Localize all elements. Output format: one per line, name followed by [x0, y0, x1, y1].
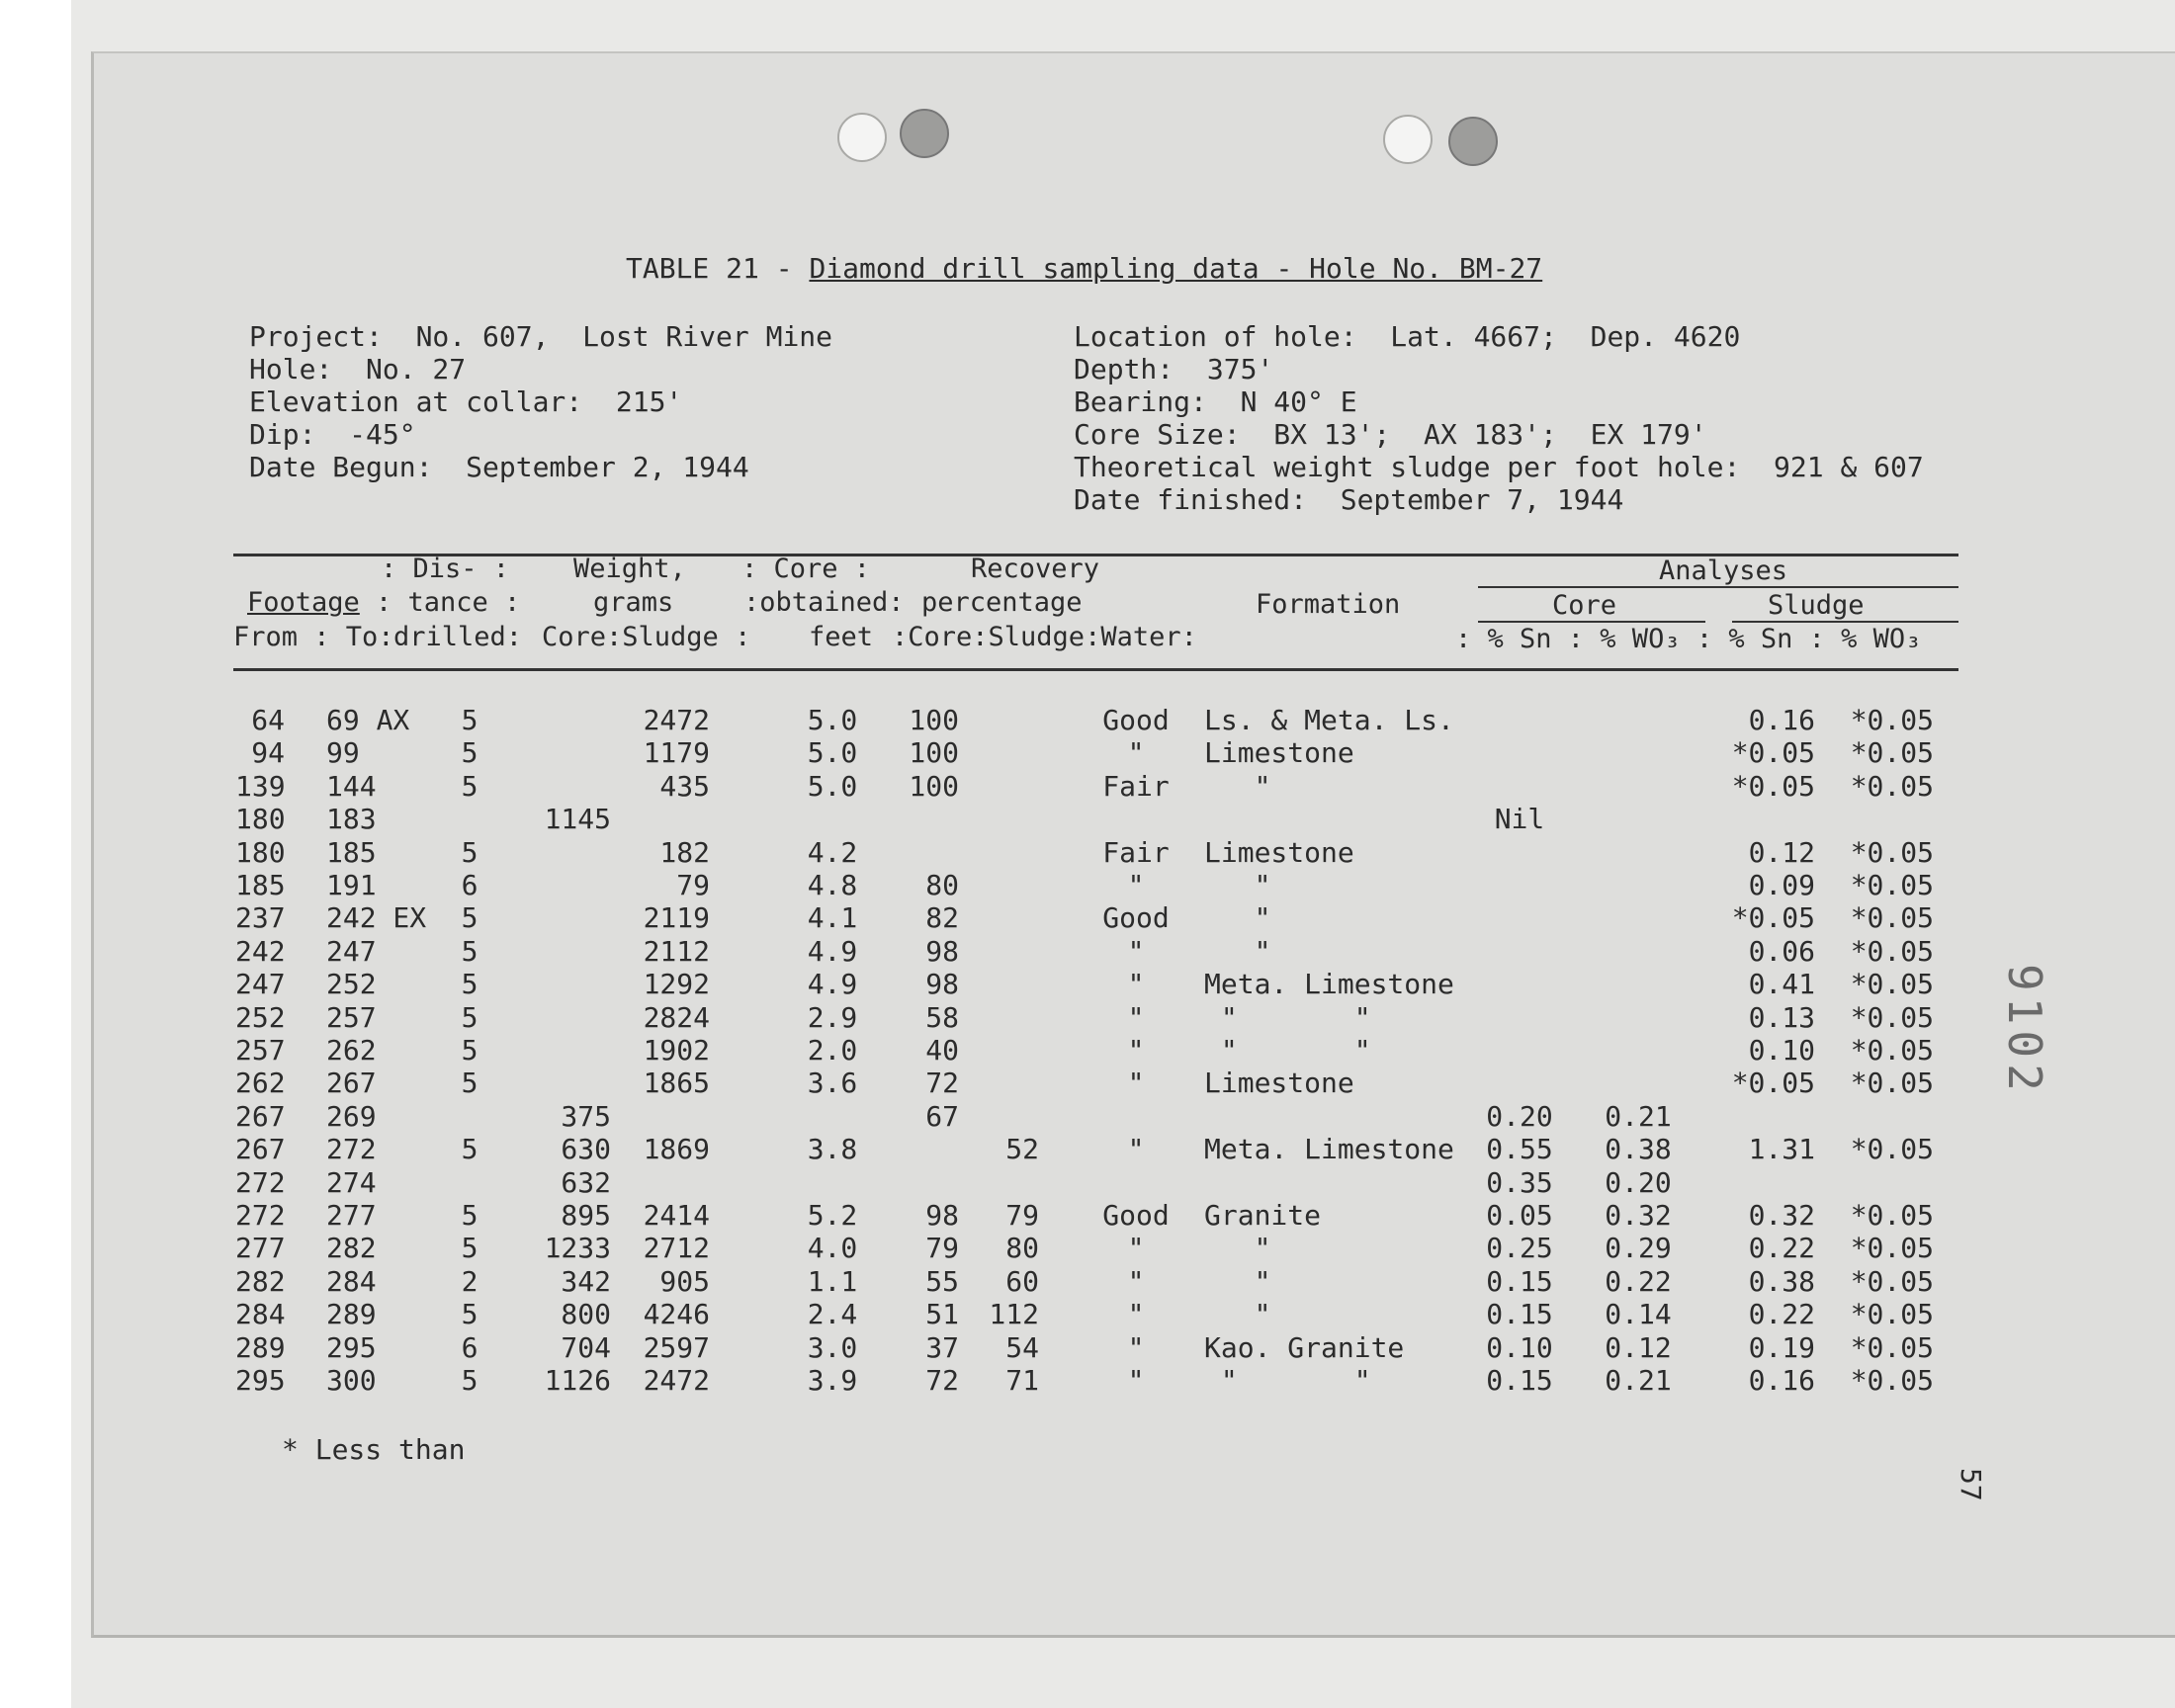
dip-line: Dip: -45° — [249, 418, 416, 451]
cell-swo: *0.05 — [1850, 1133, 1934, 1166]
bearing-line: Bearing: N 40° E — [1074, 385, 1357, 418]
cell-to: 267 — [326, 1067, 377, 1100]
cell-formation: " — [1204, 934, 1271, 968]
cell-formation: " — [1204, 1298, 1271, 1331]
cell-to: 191 — [326, 869, 377, 901]
cell-ssn: *0.05 — [1731, 1067, 1815, 1100]
cell-swo: *0.05 — [1850, 1298, 1934, 1331]
cell-swo: *0.05 — [1850, 1034, 1934, 1067]
page-number: 57 — [1955, 1468, 1987, 1501]
cell-feet: 4.0 — [807, 1232, 858, 1265]
cell-rsludge: 112 — [989, 1298, 1039, 1331]
cell-dist: 5 — [461, 736, 478, 770]
cell-to: 277 — [326, 1199, 377, 1232]
cell-formation: " — [1204, 869, 1271, 901]
cell-ssn: 0.41 — [1748, 968, 1815, 1001]
cell-wcore: 800 — [561, 1298, 611, 1331]
cell-from: 267 — [235, 1133, 286, 1166]
cell-dist: 5 — [461, 1364, 478, 1397]
cell-from: 180 — [235, 803, 286, 836]
cell-feet: 5.0 — [807, 704, 858, 736]
project-info-right — [1074, 320, 1924, 516]
cell-ssn: 0.38 — [1748, 1264, 1815, 1298]
cell-from: 262 — [235, 1067, 286, 1100]
cell-feet: 3.0 — [807, 1330, 858, 1364]
header-grams: grams — [593, 587, 674, 618]
date-begun-line: Date Begun: September 2, 1944 — [249, 451, 749, 483]
cell-rcore: 37 — [925, 1330, 959, 1364]
cell-rcore: 98 — [925, 934, 959, 968]
cell-rcore: 100 — [909, 736, 959, 770]
cell-csn: 0.05 — [1486, 1199, 1553, 1232]
cell-formation: Limestone — [1204, 1067, 1354, 1100]
cell-wcore: 1145 — [544, 803, 611, 836]
cell-feet: 5.2 — [807, 1199, 858, 1232]
sludge-weight-line: Theoretical weight sludge per foot hole: 921 & 607 — [1074, 451, 1924, 483]
cell-swo: *0.05 — [1850, 1067, 1934, 1100]
cell-from: 180 — [235, 835, 286, 869]
cell-dist: 5 — [461, 901, 478, 935]
cell-from: 267 — [235, 1099, 286, 1133]
cell-wsludge: 1292 — [643, 968, 710, 1001]
cell-ssn: 0.13 — [1748, 1000, 1815, 1034]
cell-formation: Meta. Limestone — [1204, 968, 1454, 1001]
cell-wsludge: 1902 — [643, 1034, 710, 1067]
table-caption: Diamond drill sampling data - Hole No. BM-27 — [809, 252, 1543, 285]
cell-to: 282 — [326, 1232, 377, 1265]
cell-ssn: 0.22 — [1748, 1232, 1815, 1265]
cell-formation: " — [1204, 769, 1271, 803]
cell-dist: 6 — [461, 869, 478, 901]
header-feet: feet — [809, 622, 874, 652]
cell-from: 64 — [251, 704, 285, 736]
cell-from: 237 — [235, 901, 286, 935]
cell-dist: 5 — [461, 934, 478, 968]
cell-water: " — [1127, 1133, 1145, 1166]
cell-to: 247 — [326, 934, 377, 968]
cell-ssn: *0.05 — [1731, 901, 1815, 935]
header-bottom-rule — [233, 668, 1958, 671]
cell-wsludge: 2824 — [643, 1000, 710, 1034]
cell-rsludge: 60 — [1005, 1264, 1039, 1298]
cell-swo: *0.05 — [1850, 1264, 1934, 1298]
cell-ssn: *0.05 — [1731, 736, 1815, 770]
cell-feet: 4.8 — [807, 869, 858, 901]
cell-to: 289 — [326, 1298, 377, 1331]
cell-wsludge: 1179 — [643, 736, 710, 770]
cell-ssn: 0.09 — [1748, 869, 1815, 901]
cell-wsludge: 2414 — [643, 1199, 710, 1232]
cell-to: 252 — [326, 968, 377, 1001]
cell-to: 99 — [326, 736, 360, 770]
cell-formation: " — [1204, 901, 1271, 935]
cell-from: 277 — [235, 1232, 286, 1265]
cell-swo: *0.05 — [1850, 934, 1934, 968]
cell-feet: 2.0 — [807, 1034, 858, 1067]
cell-dist: 5 — [461, 1133, 478, 1166]
cell-to: 295 — [326, 1330, 377, 1364]
cell-from: 282 — [235, 1264, 286, 1298]
footnote: * Less than — [282, 1433, 466, 1466]
cell-from: 242 — [235, 934, 286, 968]
cell-to: 69 AX — [326, 704, 410, 736]
cell-from: 185 — [235, 869, 286, 901]
cell-to: 257 — [326, 1000, 377, 1034]
cell-feet: 3.6 — [807, 1067, 858, 1100]
cell-from: 272 — [235, 1165, 286, 1199]
cell-feet: 2.9 — [807, 1000, 858, 1034]
cell-ssn: 0.16 — [1748, 704, 1815, 736]
cell-rcore: 100 — [909, 769, 959, 803]
cell-ssn: 0.19 — [1748, 1330, 1815, 1364]
cell-swo: *0.05 — [1850, 968, 1934, 1001]
punch-hole — [1383, 115, 1433, 164]
cell-from: 139 — [235, 769, 286, 803]
cell-dist: 2 — [461, 1264, 478, 1298]
cell-formation: " — [1204, 1232, 1271, 1265]
cell-feet: 4.9 — [807, 968, 858, 1001]
cell-feet: 4.2 — [807, 835, 858, 869]
cell-wsludge: 905 — [659, 1264, 710, 1298]
cell-csn: Nil — [1494, 803, 1545, 836]
cell-rcore: 72 — [925, 1067, 959, 1100]
cell-swo: *0.05 — [1850, 769, 1934, 803]
cell-to: 185 — [326, 835, 377, 869]
cell-formation: Limestone — [1204, 835, 1354, 869]
cell-rsludge: 54 — [1005, 1330, 1039, 1364]
cell-cwo: 0.20 — [1605, 1165, 1672, 1199]
cell-rcore: 98 — [925, 968, 959, 1001]
cell-cwo: 0.38 — [1605, 1133, 1672, 1166]
header-analyses-core: Core — [1552, 590, 1617, 621]
header-recovery-cols: :Core:Sludge:Water: — [892, 622, 1197, 652]
cell-rcore: 79 — [925, 1232, 959, 1265]
cell-cwo: 0.12 — [1605, 1330, 1672, 1364]
cell-csn: 0.35 — [1486, 1165, 1553, 1199]
cell-wsludge: 2119 — [643, 901, 710, 935]
cell-formation: " " — [1204, 1000, 1371, 1034]
header-distance-2: : tance : — [376, 587, 521, 618]
cell-wsludge: 2112 — [643, 934, 710, 968]
cell-csn: 0.25 — [1486, 1232, 1553, 1265]
cell-water: " — [1127, 869, 1145, 901]
cell-cwo: 0.21 — [1605, 1099, 1672, 1133]
header-distance: : Dis- : — [381, 554, 510, 584]
cell-formation: " — [1204, 1264, 1271, 1298]
cell-wcore: 1233 — [544, 1232, 611, 1265]
cell-dist: 5 — [461, 835, 478, 869]
header-analyses: Analyses — [1659, 555, 1788, 586]
cell-ssn: *0.05 — [1731, 769, 1815, 803]
header-core: : Core : — [741, 554, 871, 584]
cell-feet: 5.0 — [807, 736, 858, 770]
table-title — [626, 252, 1542, 285]
cell-water: " — [1127, 1232, 1145, 1265]
cell-water: " — [1127, 1298, 1145, 1331]
cell-wsludge: 2472 — [643, 1364, 710, 1397]
cell-feet: 3.9 — [807, 1364, 858, 1397]
cell-formation: Ls. & Meta. Ls. — [1204, 704, 1454, 736]
cell-wsludge: 1865 — [643, 1067, 710, 1100]
cell-rcore: 51 — [925, 1298, 959, 1331]
cell-rcore: 55 — [925, 1264, 959, 1298]
cell-water: " — [1127, 1364, 1145, 1397]
cell-rsludge: 52 — [1005, 1133, 1039, 1166]
header-percentage: percentage — [921, 587, 1083, 618]
cell-dist: 5 — [461, 1298, 478, 1331]
cell-rcore: 98 — [925, 1199, 959, 1232]
cell-cwo: 0.21 — [1605, 1364, 1672, 1397]
cell-swo: *0.05 — [1850, 704, 1934, 736]
cell-swo: *0.05 — [1850, 1232, 1934, 1265]
cell-water: Good — [1102, 901, 1170, 935]
cell-wcore: 342 — [561, 1264, 611, 1298]
cell-dist: 6 — [461, 1330, 478, 1364]
cell-rcore: 72 — [925, 1364, 959, 1397]
cell-wcore: 895 — [561, 1199, 611, 1232]
scan-margin — [0, 0, 71, 1708]
cell-ssn: 0.32 — [1748, 1199, 1815, 1232]
punch-hole — [900, 109, 949, 158]
table-number: TABLE 21 - — [626, 252, 810, 285]
header-weight: Weight, — [573, 554, 686, 584]
cell-to: 183 — [326, 803, 377, 836]
cell-rsludge: 71 — [1005, 1364, 1039, 1397]
cell-swo: *0.05 — [1850, 901, 1934, 935]
cell-water: " — [1127, 736, 1145, 770]
cell-water: " — [1127, 968, 1145, 1001]
punch-hole — [1448, 117, 1498, 166]
cell-dist: 5 — [461, 704, 478, 736]
punch-hole — [837, 113, 887, 162]
cell-swo: *0.05 — [1850, 835, 1934, 869]
cell-dist: 5 — [461, 1199, 478, 1232]
cell-water: " — [1127, 1330, 1145, 1364]
cell-wcore: 704 — [561, 1330, 611, 1364]
depth-line: Depth: 375' — [1074, 353, 1274, 385]
cell-feet: 1.1 — [807, 1264, 858, 1298]
cell-feet: 2.4 — [807, 1298, 858, 1331]
cell-feet: 4.1 — [807, 901, 858, 935]
cell-rcore: 58 — [925, 1000, 959, 1034]
cell-feet: 5.0 — [807, 769, 858, 803]
header-footage: Footage — [247, 587, 360, 618]
cell-wcore: 632 — [561, 1165, 611, 1199]
cell-cwo: 0.29 — [1605, 1232, 1672, 1265]
cell-dist: 5 — [461, 1000, 478, 1034]
core-size-line: Core Size: BX 13'; AX 183'; EX 179' — [1074, 418, 1707, 451]
cell-wsludge: 435 — [659, 769, 710, 803]
cell-formation: " " — [1204, 1034, 1371, 1067]
cell-wsludge: 1869 — [643, 1133, 710, 1166]
date-finished-line: Date finished: September 7, 1944 — [1074, 483, 1624, 516]
header-recovery: Recovery — [971, 554, 1100, 584]
cell-wsludge: 2597 — [643, 1330, 710, 1364]
location-line: Location of hole: Lat. 4667; Dep. 4620 — [1074, 320, 1741, 353]
cell-from: 289 — [235, 1330, 286, 1364]
cell-wcore: 1126 — [544, 1364, 611, 1397]
cell-to: 284 — [326, 1264, 377, 1298]
cell-csn: 0.15 — [1486, 1298, 1553, 1331]
cell-rsludge: 80 — [1005, 1232, 1039, 1265]
cell-water: " — [1127, 1000, 1145, 1034]
cell-csn: 0.15 — [1486, 1264, 1553, 1298]
header-analyses-sludge: Sludge — [1768, 590, 1865, 621]
cell-wsludge: 2472 — [643, 704, 710, 736]
elevation-line: Elevation at collar: 215' — [249, 385, 683, 418]
project-line: Project: No. 607, Lost River Mine — [249, 320, 833, 353]
cell-wsludge: 79 — [676, 869, 710, 901]
cell-water: Fair — [1102, 835, 1170, 869]
archive-stamp: 9102 — [1998, 964, 2051, 1097]
cell-wsludge: 2712 — [643, 1232, 710, 1265]
cell-formation: Granite — [1204, 1199, 1322, 1232]
cell-formation: Kao. Granite — [1204, 1330, 1405, 1364]
cell-water: Good — [1102, 704, 1170, 736]
cell-swo: *0.05 — [1850, 736, 1934, 770]
cell-formation: Meta. Limestone — [1204, 1133, 1454, 1166]
cell-swo: *0.05 — [1850, 1330, 1934, 1364]
cell-to: 144 — [326, 769, 377, 803]
header-drilled: drilled: — [393, 622, 523, 652]
cell-to: 300 — [326, 1364, 377, 1397]
cell-cwo: 0.22 — [1605, 1264, 1672, 1298]
cell-ssn: 0.16 — [1748, 1364, 1815, 1397]
cell-water: " — [1127, 934, 1145, 968]
cell-rcore: 40 — [925, 1034, 959, 1067]
hole-line: Hole: No. 27 — [249, 353, 467, 385]
cell-feet: 4.9 — [807, 934, 858, 968]
cell-water: " — [1127, 1067, 1145, 1100]
cell-from: 284 — [235, 1298, 286, 1331]
cell-water: " — [1127, 1264, 1145, 1298]
cell-water: Fair — [1102, 769, 1170, 803]
cell-dist: 5 — [461, 1067, 478, 1100]
cell-rcore: 82 — [925, 901, 959, 935]
cell-rcore: 80 — [925, 869, 959, 901]
cell-rsludge: 79 — [1005, 1199, 1039, 1232]
cell-to: 242 EX — [326, 901, 427, 935]
cell-ssn: 1.31 — [1748, 1133, 1815, 1166]
cell-csn: 0.55 — [1486, 1133, 1553, 1166]
cell-rcore: 67 — [925, 1099, 959, 1133]
cell-from: 94 — [251, 736, 285, 770]
cell-dist: 5 — [461, 769, 478, 803]
header-from-to: From : To: — [233, 622, 394, 652]
cell-from: 257 — [235, 1034, 286, 1067]
cell-csn: 0.20 — [1486, 1099, 1553, 1133]
cell-ssn: 0.10 — [1748, 1034, 1815, 1067]
cell-swo: *0.05 — [1850, 869, 1934, 901]
cell-wsludge: 182 — [659, 835, 710, 869]
cell-to: 269 — [326, 1099, 377, 1133]
cell-to: 274 — [326, 1165, 377, 1199]
cell-formation: " " — [1204, 1364, 1371, 1397]
cell-from: 252 — [235, 1000, 286, 1034]
cell-dist: 5 — [461, 1034, 478, 1067]
cell-to: 262 — [326, 1034, 377, 1067]
cell-swo: *0.05 — [1850, 1000, 1934, 1034]
cell-ssn: 0.22 — [1748, 1298, 1815, 1331]
cell-ssn: 0.06 — [1748, 934, 1815, 968]
cell-dist: 5 — [461, 1232, 478, 1265]
cell-dist: 5 — [461, 968, 478, 1001]
cell-wcore: 630 — [561, 1133, 611, 1166]
cell-ssn: 0.12 — [1748, 835, 1815, 869]
cell-cwo: 0.32 — [1605, 1199, 1672, 1232]
cell-wcore: 375 — [561, 1099, 611, 1133]
cell-to: 272 — [326, 1133, 377, 1166]
header-core-sludge: Core:Sludge : — [542, 622, 751, 652]
cell-from: 247 — [235, 968, 286, 1001]
cell-feet: 3.8 — [807, 1133, 858, 1166]
cell-from: 272 — [235, 1199, 286, 1232]
cell-rcore: 100 — [909, 704, 959, 736]
cell-water: " — [1127, 1034, 1145, 1067]
cell-swo: *0.05 — [1850, 1364, 1934, 1397]
header-formation: Formation — [1256, 589, 1401, 620]
header-analyses-cols: : % Sn : % WO₃ : % Sn : % WO₃ — [1455, 624, 1922, 654]
cell-formation: Limestone — [1204, 736, 1354, 770]
cell-from: 295 — [235, 1364, 286, 1397]
cell-swo: *0.05 — [1850, 1199, 1934, 1232]
cell-wsludge: 4246 — [643, 1298, 710, 1331]
project-info-left — [249, 320, 832, 483]
cell-cwo: 0.14 — [1605, 1298, 1672, 1331]
header-obtained: :obtained: — [743, 587, 905, 618]
cell-water: Good — [1102, 1199, 1170, 1232]
cell-csn: 0.15 — [1486, 1364, 1553, 1397]
cell-csn: 0.10 — [1486, 1330, 1553, 1364]
